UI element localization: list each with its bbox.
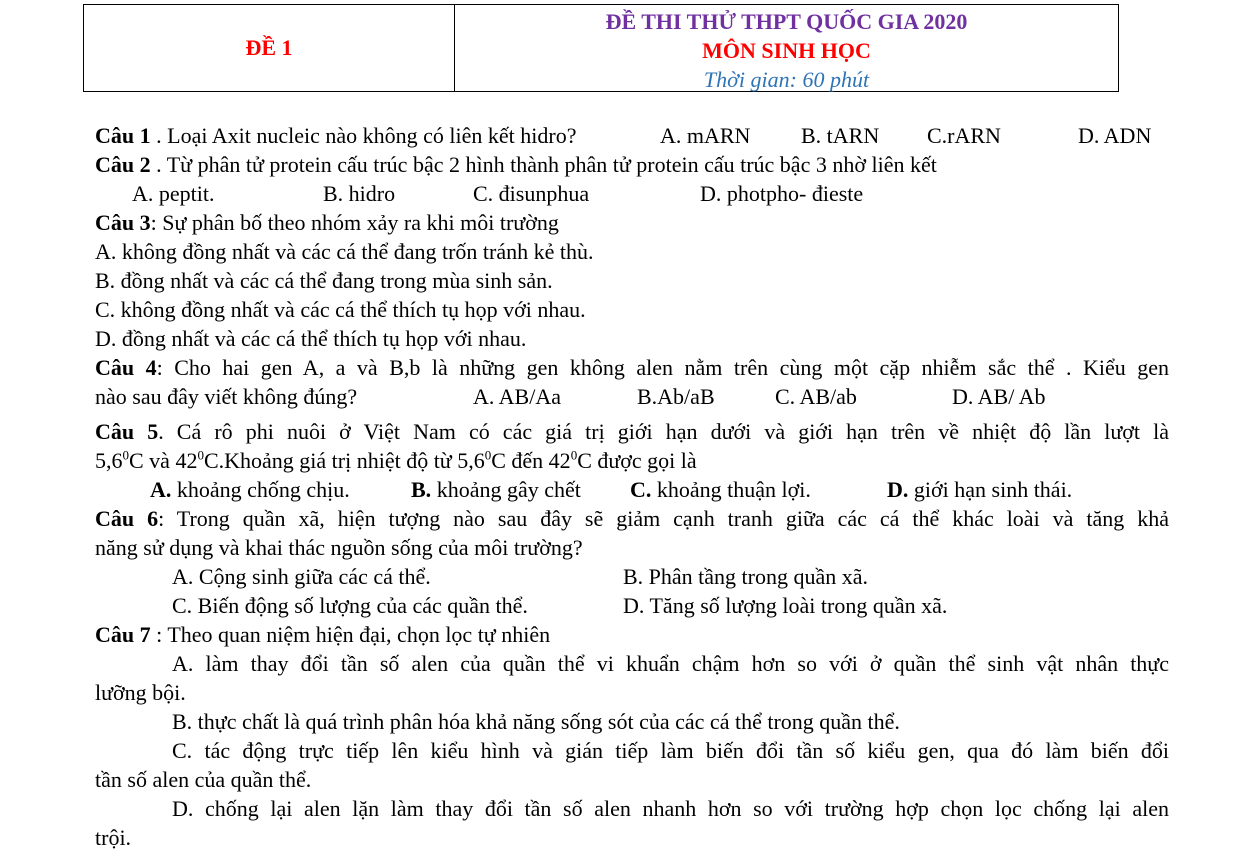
question-text: : Theo quan niệm hiện đại, chọn lọc tự nhiên bbox=[150, 622, 551, 647]
question-text: : Trong quần xã, hiện tượng nào sau đây sẽ giảm cạnh tranh giữa các cá thể khác loài và tăng khả bbox=[158, 506, 1169, 531]
question-text: . Từ phân tử protein cấu trúc bậc 2 hình thành phân tử protein cấu trúc bậc 3 nhờ liên kết bbox=[150, 152, 937, 177]
question-text-part: C được gọi là bbox=[577, 448, 697, 473]
option-c: C. AB/ab bbox=[775, 384, 857, 409]
option-a: A. mARN bbox=[660, 123, 751, 148]
option-b: B. tARN bbox=[801, 123, 880, 148]
question-text-part: C đến 42 bbox=[491, 448, 571, 473]
question-text-part: C và 42 bbox=[129, 448, 198, 473]
option-c: C.rARN bbox=[927, 123, 1001, 148]
option-d: D. AB/ Ab bbox=[952, 384, 1046, 409]
option-a: A. AB/Aa bbox=[473, 384, 561, 409]
option-d-cont: trội. bbox=[95, 825, 132, 850]
question-3 bbox=[95, 208, 1169, 237]
question-6-line-2: năng sử dụng và khai thác nguồn sống của môi trường? bbox=[95, 535, 583, 560]
question-text: . Loại Axit nucleic nào không có liên kết hidro? bbox=[150, 123, 577, 148]
question-4 bbox=[95, 353, 1169, 382]
option-a: A. Cộng sinh giữa các cá thể. bbox=[172, 564, 431, 589]
degree-sup: 0 bbox=[484, 447, 492, 463]
exam-code-cell bbox=[84, 5, 455, 91]
option-a: A. làm thay đổi tần số alen của quần thể vi khuẩn chậm hơn so với ở quần thể sinh vật nhân thực bbox=[172, 651, 1169, 676]
option-d: D. ADN bbox=[1078, 123, 1152, 148]
question-label: Câu 2 bbox=[95, 152, 151, 177]
option-c: C. tác động trực tiếp lên kiểu hình và gián tiếp làm biến đổi tần số kiểu gen, qua đó làm biến đổi bbox=[172, 738, 1169, 763]
option-a: A. peptit. bbox=[132, 181, 215, 206]
exam-subject: MÔN SINH HỌC bbox=[702, 38, 871, 63]
exam-header-table bbox=[83, 4, 1119, 92]
question-2 bbox=[95, 150, 1169, 179]
option-b: B. Phân tầng trong quần xã. bbox=[623, 564, 869, 589]
question-5 bbox=[95, 417, 1169, 446]
option-a: A. không đồng nhất và các cá thể đang trốn tránh kẻ thù. bbox=[95, 239, 594, 264]
question-label: Câu 3 bbox=[95, 210, 151, 235]
option-b bbox=[411, 475, 581, 504]
option-d: D. chống lại alen lặn làm thay đổi tần số alen nhanh hơn so với trường hợp chọn lọc chống lại alen bbox=[172, 796, 1169, 821]
option-b: B. đồng nhất và các cá thể đang trong mùa sinh sản. bbox=[95, 268, 553, 293]
option-a-cont: lưỡng bội. bbox=[95, 680, 186, 705]
option-d: D. đồng nhất và các cá thể thích tụ họp với nhau. bbox=[95, 326, 527, 351]
option-d bbox=[887, 475, 1072, 504]
question-text: . Cá rô phi nuôi ở Việt Nam có các giá trị giới hạn dưới và giới hạn trên về nhiệt độ lần lượt là bbox=[158, 419, 1169, 444]
option-b: B.Ab/aB bbox=[637, 384, 715, 409]
question-5-options bbox=[95, 475, 1169, 504]
option-text: khoảng gây chết bbox=[431, 477, 581, 502]
option-c: C. Biến động số lượng của các quần thể. bbox=[172, 593, 528, 618]
question-5-line-2 bbox=[95, 446, 1169, 475]
question-6 bbox=[95, 504, 1169, 533]
exam-code: ĐỀ 1 bbox=[245, 35, 293, 60]
question-6-options-row-2 bbox=[95, 591, 1169, 620]
question-text: : Cho hai gen A, a và B,b là những gen không alen nằm trên cùng một cặp nhiễm sắc thể . Kiểu gen bbox=[156, 355, 1169, 380]
option-b: B. thực chất là quá trình phân hóa khả năng sống sót của các cá thể trong quần thể. bbox=[172, 709, 900, 734]
option-c: C. không đồng nhất và các cá thể thích tụ họp với nhau. bbox=[95, 297, 586, 322]
option-text: khoảng chống chịu. bbox=[171, 477, 350, 502]
question-6-options-row-1 bbox=[95, 562, 1169, 591]
option-a bbox=[150, 475, 350, 504]
question-label: Câu 4 bbox=[95, 355, 157, 380]
exam-time: Thời gian: 60 phút bbox=[703, 67, 870, 92]
question-1 bbox=[95, 121, 1169, 150]
degree-sup: 0 bbox=[197, 447, 204, 463]
question-7 bbox=[95, 620, 1169, 649]
exam-title: ĐỀ THI THỬ THPT QUỐC GIA 2020 bbox=[605, 9, 968, 34]
temp-low: 5,6 bbox=[95, 448, 123, 473]
degree-sup: 0 bbox=[570, 447, 578, 463]
question-text-part: C.Khoảng giá trị nhiệt độ từ 5,6 bbox=[203, 448, 485, 473]
question-4-line-2 bbox=[95, 382, 1169, 411]
exam-questions bbox=[95, 121, 1169, 852]
question-label: Câu 7 bbox=[95, 622, 151, 647]
option-c: C. đisunphua bbox=[473, 181, 590, 206]
option-d: D. photpho- đieste bbox=[700, 181, 864, 206]
option-c bbox=[630, 475, 811, 504]
question-2-options bbox=[95, 179, 1169, 208]
question-label: Câu 6 bbox=[95, 506, 159, 531]
option-b: B. hidro bbox=[323, 181, 396, 206]
option-letter: D. bbox=[887, 477, 909, 502]
option-letter: A. bbox=[150, 477, 172, 502]
option-d: D. Tăng số lượng loài trong quần xã. bbox=[623, 593, 948, 618]
question-text-cont: nào sau đây viết không đúng? bbox=[95, 384, 358, 409]
question-text: : Sự phân bố theo nhóm xảy ra khi môi trường bbox=[150, 210, 559, 235]
option-letter: B. bbox=[411, 477, 432, 502]
question-label: Câu 5 bbox=[95, 419, 159, 444]
option-letter: C. bbox=[630, 477, 652, 502]
exam-info-cell bbox=[455, 5, 1118, 91]
degree-sup: 0 bbox=[122, 447, 129, 463]
question-label: Câu 1 bbox=[95, 123, 151, 148]
option-c-cont: tần số alen của quần thể. bbox=[95, 767, 312, 792]
option-text: khoảng thuận lợi. bbox=[651, 477, 811, 502]
option-text: giới hạn sinh thái. bbox=[908, 477, 1073, 502]
